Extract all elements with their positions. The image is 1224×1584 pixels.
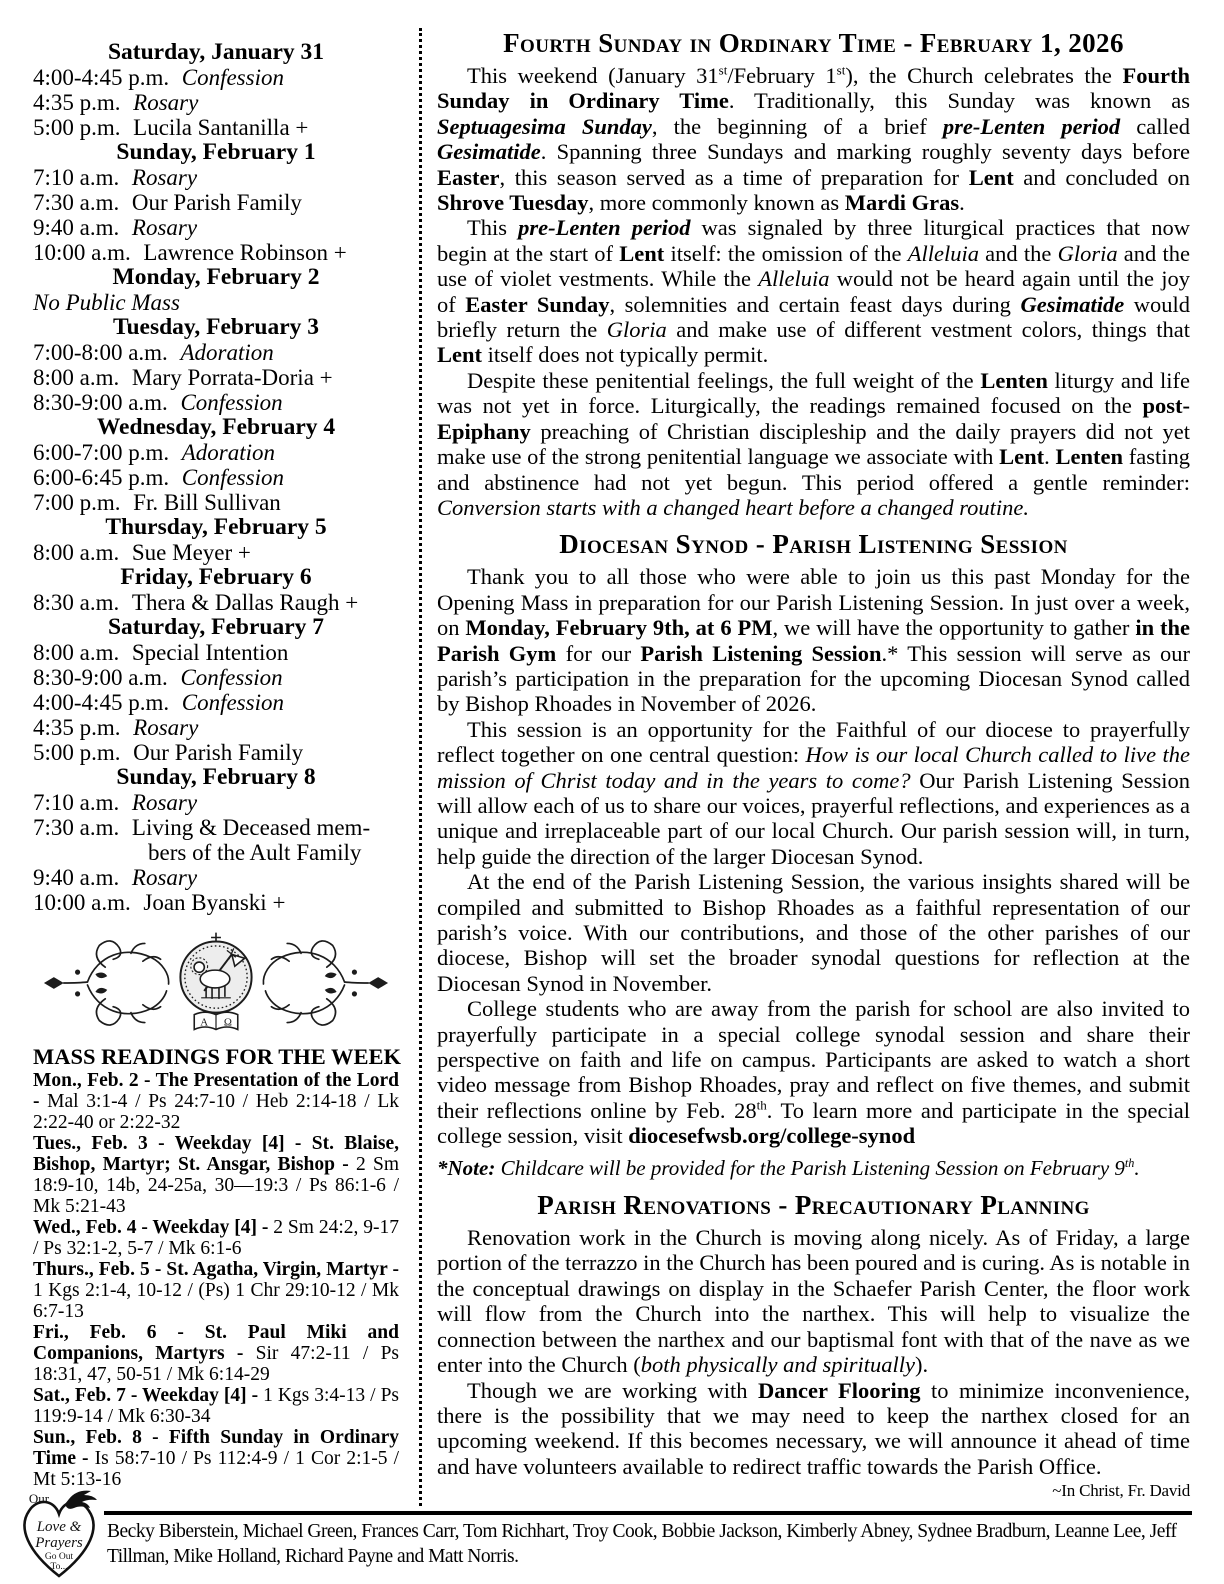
schedule-time: 8:00 a.m. xyxy=(33,640,120,665)
article-paragraph xyxy=(437,996,1190,1148)
schedule-day-header: Thursday, February 5 xyxy=(105,514,327,540)
schedule-time: 7:10 a.m. xyxy=(33,790,120,815)
text-run: Parish Listening Session xyxy=(640,640,882,666)
agnus-dei-ornament xyxy=(40,927,392,1039)
schedule-intention: Rosary xyxy=(133,715,199,740)
schedule-day-header: Sunday, February 1 xyxy=(116,139,316,165)
text-run: th xyxy=(1124,1155,1135,1170)
mass-readings-list xyxy=(33,1070,399,1490)
schedule-item xyxy=(33,740,399,765)
schedule-time: 8:00 a.m. xyxy=(33,540,120,565)
article-paragraph xyxy=(437,869,1190,996)
text-run: This weekend (January 31 xyxy=(467,63,719,88)
reading-day: Mon., Feb. 2 - The Presentation of the Lord - xyxy=(33,1070,399,1112)
text-run: ). xyxy=(915,1352,929,1378)
text-run: would briefly return the xyxy=(437,291,1190,343)
schedule-intention: Confession xyxy=(181,465,284,490)
schedule-time: 4:00-4:45 p.m. xyxy=(33,690,170,715)
article-paragraph xyxy=(437,215,1190,367)
schedule-item xyxy=(33,665,399,690)
text-run: Alleluia xyxy=(907,240,979,266)
right-column xyxy=(437,26,1190,1501)
schedule-item xyxy=(33,490,399,515)
schedule-time: 6:00-6:45 p.m. xyxy=(33,465,170,490)
reading-citations: Is 58:7-10 / Ps 112:4-9 / 1 Cor 2:1-5 / Mt 5:13-16 xyxy=(33,1448,400,1490)
text-run: pre-Lenten period xyxy=(942,113,1121,139)
article-paragraph xyxy=(437,1378,1190,1480)
schedule-intention: Special Intention xyxy=(131,640,289,665)
schedule-intention: Rosary xyxy=(131,865,198,890)
text-run: Mardi Gras xyxy=(844,190,960,216)
schedule-time: 7:10 a.m. xyxy=(33,165,120,190)
schedule-intention: Mary Porrata-Doria + xyxy=(131,365,333,390)
schedule-intention: Adoration xyxy=(180,340,274,365)
schedule-day-header: Friday, February 6 xyxy=(120,564,312,590)
text-run: , solemnities and certain feast days during xyxy=(609,291,1021,317)
schedule-time: 4:35 p.m. xyxy=(33,90,121,115)
text-run: Despite these penitential feelings, the full weight of the xyxy=(467,367,981,393)
schedule-time: 5:00 p.m. xyxy=(33,740,121,765)
text-run: Gesimatide xyxy=(437,139,541,165)
text-run: . xyxy=(1134,1155,1140,1180)
text-run: Alleluia xyxy=(758,266,830,292)
schedule-time: 7:30 a.m. xyxy=(33,815,120,840)
article-paragraph xyxy=(437,1225,1190,1377)
text-run: Easter xyxy=(437,164,500,190)
schedule-time: 7:00 p.m. xyxy=(33,490,121,515)
text-run: st xyxy=(836,62,846,78)
schedule-intention: Sue Meyer + xyxy=(131,540,251,565)
text-run: pre-Lenten period xyxy=(518,215,691,241)
footer-rule xyxy=(104,1511,1192,1515)
schedule-item xyxy=(33,815,399,840)
schedule-item xyxy=(33,790,399,815)
schedule-time: 10:00 a.m. xyxy=(33,240,131,265)
text-run: Fourth Sunday in Ordinary Time xyxy=(437,63,1190,114)
reading-day: Fri., Feb. 6 - St. Paul Miki and Companions, Martyrs - xyxy=(33,1322,399,1364)
text-run: Conversion starts with a changed heart before a changed routine. xyxy=(437,494,1030,520)
text-run: Dancer Flooring xyxy=(758,1377,921,1403)
reading-day: Tues., Feb. 3 - Weekday [4] - St. Blaise, Bishop, Martyr; St. Ansgar, Bishop - xyxy=(33,1133,399,1175)
logo-word-our: Our xyxy=(28,1491,50,1506)
schedule-item xyxy=(33,340,399,365)
schedule-intention: Joan Byanski + xyxy=(143,890,286,915)
text-run: and the xyxy=(978,240,1058,266)
schedule-intention: Confession xyxy=(180,665,283,690)
schedule-intention: Adoration xyxy=(181,440,276,465)
text-run: . xyxy=(1044,444,1056,470)
reading-citations: 1 Kgs 2:1-4, 10-12 / (Ps) 1 Chr 29:10-12 / Mk 6:7-13 xyxy=(33,1280,399,1322)
mass-reading-entry xyxy=(33,1322,399,1385)
schedule-time: 8:00 a.m. xyxy=(33,365,120,390)
schedule-item xyxy=(33,690,399,715)
text-run: At the end of the Parish Listening Session, the various insights shared will be compiled and submitted to Bishop Rhoades as a faithful representation of our parish’s voice. With our contributions, and those of the other parishes of our diocese, Bishop will set the broader synodal questions for reflection at the Diocesan Synod in November. xyxy=(437,869,1190,996)
text-run: Lent xyxy=(999,444,1045,470)
schedule-day-header: Saturday, January 31 xyxy=(107,39,325,65)
schedule-item xyxy=(33,540,399,565)
schedule-time: 7:00-8:00 a.m. xyxy=(33,340,168,365)
text-run: Renovation work in the Church is moving along nicely. As of Friday, a large portion of the terrazzo in the Church has been poured and is curing. As is notable in the conceptual drawings on display in the Schaefer Parish Center, the floor work will flow from the Church into the narthex. This will help to visualize the connection between the narthex and our baptismal font with that of the nave as we enter into the Church ( xyxy=(437,1225,1190,1378)
text-run: would not be heard again until the joy of xyxy=(437,266,1191,317)
schedule-intention: Living & Deceased mem- xyxy=(131,815,371,840)
left-column xyxy=(33,40,399,1490)
schedule-time: 5:00 p.m. xyxy=(33,115,121,140)
text-run: This session is an opportunity for the Faithful of our diocese to prayerfully reflect together on one central question: xyxy=(437,716,1190,768)
schedule-intention: Our Parish Family xyxy=(133,740,304,765)
agnus-dei-ornament-drawing xyxy=(40,927,392,1039)
article-paragraph xyxy=(437,717,1190,869)
text-run: Though we are working with xyxy=(467,1377,759,1403)
text-run: /February 1 xyxy=(727,63,837,88)
text-run: Lent xyxy=(968,164,1014,190)
schedule-intention-continued: bers of the Ault Family xyxy=(148,840,362,865)
logo-word-goout: Go Out xyxy=(44,1552,74,1562)
schedule-time: 7:30 a.m. xyxy=(33,190,120,215)
reading-citations: 2 Sm 18:9-10, 14b, 24-25a, 30—19:3 / Ps 86:1-6 / Mk 5:21-43 xyxy=(33,1154,399,1217)
dove-icon xyxy=(65,1491,97,1509)
text-run: Childcare will be provided for the Parish Listening Session on February 9 xyxy=(495,1155,1125,1180)
text-run: st xyxy=(718,62,728,78)
schedule-item xyxy=(33,365,399,390)
text-run: and make use of different vestment colors, things that xyxy=(666,317,1191,343)
text-run: Lenten xyxy=(1055,444,1124,470)
text-run: Easter Sunday xyxy=(465,291,610,317)
reading-citations: Sir 47:2-11 / Ps 18:31, 47, 50-51 / Mk 6:14-29 xyxy=(33,1343,399,1385)
open-book-figure xyxy=(194,1012,238,1029)
schedule-item xyxy=(33,90,399,115)
text-run: Thank you to all those who were able to join us this past Monday for the Opening Mass in preparation for our Parish Listening Session. In just over a week, on xyxy=(437,564,1190,641)
text-run: . To learn more and participate in the special college session, visit xyxy=(437,1097,1190,1149)
section-heading: Fourth Sunday in Ordinary Time - February 1, 2026 xyxy=(503,28,1124,58)
text-run: Gesimatide xyxy=(1020,291,1125,317)
schedule-day-header: Monday, February 2 xyxy=(112,264,320,290)
schedule-item xyxy=(33,465,399,490)
text-run: Lenten xyxy=(980,367,1048,393)
mass-reading-entry xyxy=(33,1070,399,1133)
reading-day: Wed., Feb. 4 - Weekday [4] - xyxy=(33,1217,274,1238)
text-run: , the beginning of a brief xyxy=(651,113,943,139)
mass-reading-entry xyxy=(33,1385,399,1427)
text-run: . Spanning three Sundays and marking roughly seventy days before xyxy=(540,139,1190,165)
schedule-item xyxy=(33,215,399,240)
schedule-item xyxy=(33,115,399,140)
schedule-intention: Lucila Santanilla + xyxy=(133,115,309,140)
schedule-day-header: Saturday, February 7 xyxy=(107,614,325,640)
schedule-intention: Fr. Bill Sullivan xyxy=(133,490,281,515)
text-run: , this season served as a time of preparation for xyxy=(499,164,969,190)
note-paragraph xyxy=(437,1156,1190,1181)
schedule-intention: Rosary xyxy=(131,790,198,815)
schedule-intention: Confession xyxy=(181,65,284,90)
schedule-day-header: Tuesday, February 3 xyxy=(112,314,320,340)
text-run: itself does not typically permit. xyxy=(482,342,769,368)
mass-reading-entry xyxy=(33,1427,399,1490)
love-and-prayers-logo xyxy=(15,1486,103,1582)
logo-word-love: Love & xyxy=(36,1519,82,1535)
schedule-time: 9:40 a.m. xyxy=(33,215,120,240)
alpha-letter: Α xyxy=(200,1016,209,1029)
schedule-item xyxy=(33,440,399,465)
text-run: . Traditionally, this Sunday was known as xyxy=(728,88,1190,114)
schedule-intention: Confession xyxy=(180,390,283,415)
schedule-day-header: Wednesday, February 4 xyxy=(96,414,336,440)
reading-day: Sun., Feb. 8 - Fifth Sunday in Ordinary Time - xyxy=(33,1427,399,1469)
schedule-item xyxy=(33,590,399,615)
text-run: fasting and abstinence had not yet begun. This period offered a gentle reminder: xyxy=(437,444,1190,495)
schedule-intention: Rosary xyxy=(133,90,199,115)
logo-word-prayers: Prayers xyxy=(35,1535,83,1551)
schedule-item xyxy=(33,640,399,665)
text-run: itself: the omission of the xyxy=(664,240,908,266)
schedule-item xyxy=(33,240,399,265)
mass-reading-entry xyxy=(33,1133,399,1217)
section-heading: Parish Renovations - Precautionary Planning xyxy=(537,1190,1090,1221)
schedule-time: 4:00-4:45 p.m. xyxy=(33,65,170,90)
text-run: Septuagesima Sunday xyxy=(437,113,652,139)
signoff: ~In Christ, Fr. David xyxy=(1052,1481,1190,1501)
text-run: Shrove Tuesday xyxy=(437,190,589,216)
reading-citations: 2 Sm 24:2, 9-17 / Ps 32:1-2, 5-7 / Mk 6:1-6 xyxy=(33,1217,399,1259)
text-run: th xyxy=(756,1097,767,1113)
schedule-time: 8:30 a.m. xyxy=(33,590,120,615)
schedule-time: 6:00-7:00 p.m. xyxy=(33,440,170,465)
schedule-intention: Lawrence Robinson + xyxy=(143,240,347,265)
schedule-time: 8:30-9:00 a.m. xyxy=(33,665,168,690)
text-run: for our xyxy=(556,640,641,666)
schedule-item xyxy=(33,715,399,740)
schedule-note: No Public Mass xyxy=(33,290,180,315)
text-run: How is our local Church called to live the mission of Christ today and in the years to come? xyxy=(437,742,1190,793)
text-run: , we will have the opportunity to gather xyxy=(772,615,1136,641)
text-run: Lent xyxy=(619,240,665,266)
omega-letter: Ω xyxy=(223,1016,232,1029)
text-run: ), the Church celebrates the xyxy=(845,63,1123,88)
text-run: to minimize inconvenience, there is the possibility that we may need to keep the narthex closed for an upcoming weekend. If this becomes necessary, we will announce it ahead of time and have volunteers available to redirect traffic towards the Parish Office. xyxy=(437,1377,1190,1479)
text-run: Lent xyxy=(437,342,482,368)
schedule-item xyxy=(33,390,399,415)
schedule-item xyxy=(33,165,399,190)
schedule-intention: Rosary xyxy=(131,165,198,190)
column-divider xyxy=(419,28,422,1506)
schedule-intention: Thera & Dallas Raugh + xyxy=(131,590,359,615)
text-run: Our Parish Listening Session will allow each of us to share our voices, prayerful reflections, and experiences as a unique and irreplaceable part of our local Church. Our parish session will, in turn, help guide the direction of the larger Diocesan Synod. xyxy=(437,767,1190,869)
text-run: Gloria xyxy=(606,317,667,343)
mass-readings-title: MASS READINGS FOR THE WEEK xyxy=(33,1044,401,1069)
prayer-names-list: Becky Biberstein, Michael Green, Frances Carr, Tom Richhart, Troy Cook, Bobbie Jackson, Kimberly Abney, Sydnee Bradburn, Leanne Lee, Jeff Tillman, Mike Holland, Richard Payne and Matt Norris. xyxy=(107,1521,1177,1567)
text-run: in the Parish Gym xyxy=(437,615,1191,666)
text-run: Gloria xyxy=(1057,240,1118,266)
reading-citations: Mal 3:1-4 / Ps 24:7-10 / Heb 2:14-18 / Lk 2:22-40 or 2:22-32 xyxy=(33,1091,399,1133)
section-heading: Diocesan Synod - Parish Listening Session xyxy=(559,529,1068,560)
text-run: .* This session will serve as our parish’s participation in the preparation for the upcoming Diocesan Synod called by Bishop Rhoades in November of 2026. xyxy=(437,640,1190,717)
schedule-item xyxy=(33,65,399,90)
schedule-item xyxy=(33,865,399,890)
article-paragraph xyxy=(437,368,1190,520)
article-paragraph xyxy=(437,63,1190,215)
text-run: and the use of violet vestments. While the xyxy=(437,240,1190,292)
mass-reading-entry xyxy=(33,1217,399,1259)
schedule-time: 4:35 p.m. xyxy=(33,715,121,740)
text-run: was signaled by three liturgical practices that now begin at the start of xyxy=(437,215,1190,266)
article-paragraph xyxy=(437,564,1190,716)
schedule-time: 8:30-9:00 a.m. xyxy=(33,390,168,415)
text-run: and concluded on xyxy=(1013,164,1190,190)
reading-citations: 1 Kgs 3:4-13 / Ps 119:9-14 / Mk 6:30-34 xyxy=(33,1385,400,1427)
text-run: preaching of Christian discipleship and the daily prayers did not yet make use of the strong penitential language we associate with xyxy=(437,418,1190,470)
schedule-item xyxy=(33,890,399,915)
text-run: *Note: xyxy=(437,1155,496,1180)
schedule-intention: Our Parish Family xyxy=(131,190,302,215)
mass-reading-entry xyxy=(33,1259,399,1322)
logo-word-to: To... xyxy=(50,1562,68,1572)
text-run: diocesefwsb.org/college-synod xyxy=(628,1123,916,1149)
schedule-item xyxy=(33,190,399,215)
text-run: called xyxy=(1120,113,1191,139)
reading-day: Thurs., Feb. 5 - St. Agatha, Virgin, Martyr - xyxy=(33,1259,399,1280)
text-run: Monday, February 9th, at 6 PM xyxy=(465,615,773,641)
text-run: . xyxy=(959,190,965,216)
text-run: post-Epiphany xyxy=(437,393,1190,444)
text-run: both physically and spiritually xyxy=(640,1352,916,1378)
schedule-intention: Rosary xyxy=(131,215,198,240)
schedule-intention: Confession xyxy=(181,690,284,715)
mass-schedule xyxy=(33,40,399,915)
text-run: College students who are away from the parish for school are also invited to prayerfully participate in a special college synodal session and share their perspective on faith and life on campus. Participants are asked to watch a short video message from Bishop Rhoades, pray and reflect on five themes, and submit their reflections online by Feb. 28 xyxy=(437,996,1190,1123)
schedule-time: 9:40 a.m. xyxy=(33,865,120,890)
schedule-day-header: Sunday, February 8 xyxy=(116,764,316,790)
text-run: , more commonly known as xyxy=(588,190,845,216)
articles xyxy=(437,28,1190,1479)
text-run: This xyxy=(467,215,519,241)
text-run: liturgy and life was not yet in force. Liturgically, the readings remained focused on the xyxy=(437,367,1190,419)
schedule-time: 10:00 a.m. xyxy=(33,890,131,915)
reading-day: Sat., Feb. 7 - Weekday [4] - xyxy=(33,1385,264,1406)
